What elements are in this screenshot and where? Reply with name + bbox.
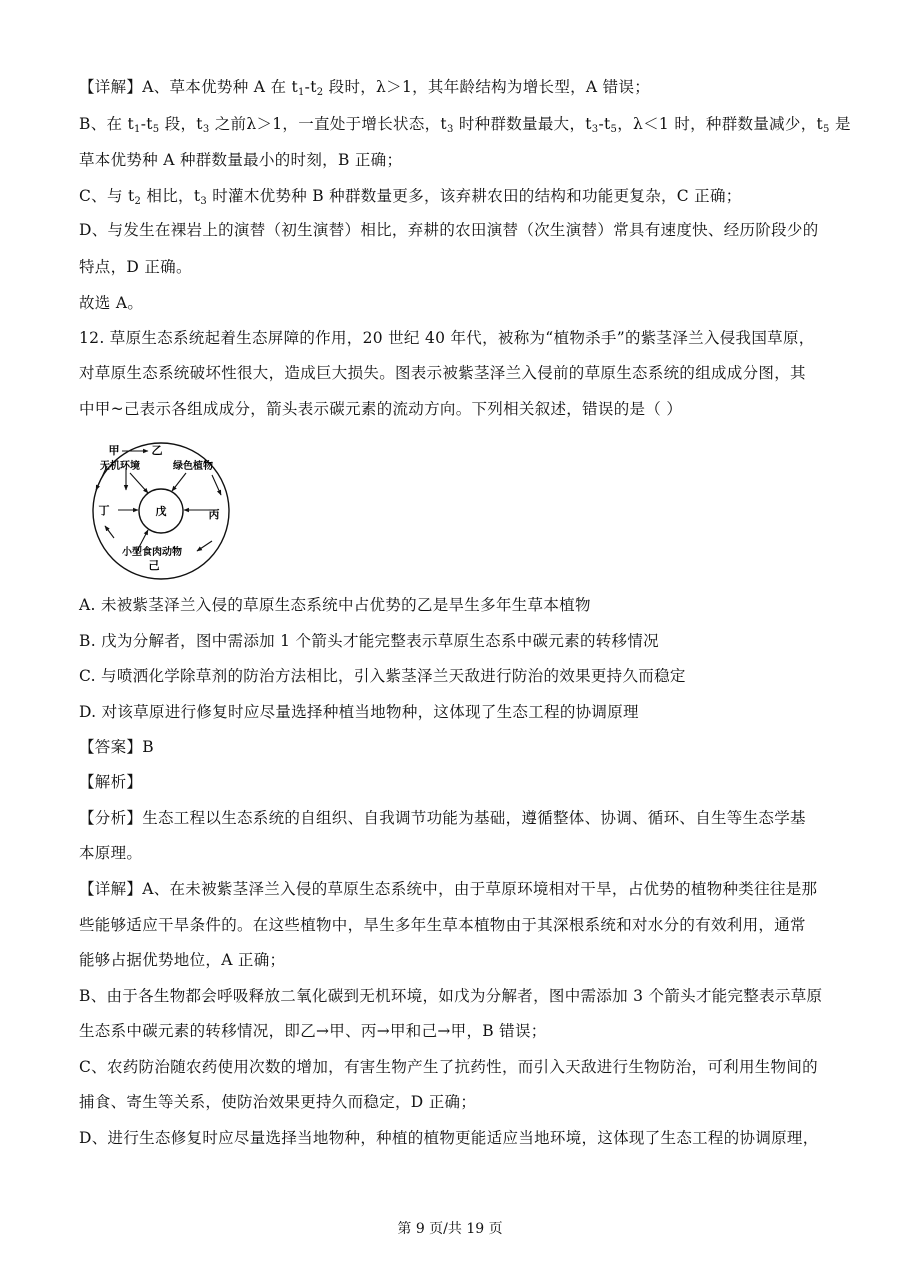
text-line: C、农药防治随农药使用次数的增加，有害生物产生了抗药性，而引入天敌进行生物防治，可利用生物间的 bbox=[79, 1058, 818, 1076]
label-xiaoxing-shirou-dongwu: 小型食肉动物 bbox=[122, 547, 182, 558]
label-yi: 乙 bbox=[151, 444, 163, 457]
text-line: 故选 A。 bbox=[79, 294, 144, 312]
text-line: C、与 $t_2$ 相比，$t_3$ 时灌木优势种 B 种群数量更多，该弃耕农田的结构和功能更复杂，C 正确； bbox=[79, 187, 742, 207]
ecosystem-diagram bbox=[86, 438, 236, 580]
text-line: 本原理。 bbox=[79, 844, 143, 862]
question-stem: 对草原生态系统破坏性很大，造成巨大损失。图表示被紫茎泽兰入侵前的草原生态系统的组成成分图，其 bbox=[79, 364, 806, 382]
text-line: 些能够适应干旱条件的。在这些植物中，旱生多年生草本植物由于其深根系统和对水分的有效利用，通常 bbox=[79, 916, 806, 934]
text-line: 【分析】生态工程以生态系统的自组织、自我调节功能为基础，遵循整体、协调、循环、自生等生态学基 bbox=[79, 809, 806, 827]
page-footer: 第 9 页/共 19 页 bbox=[397, 1221, 503, 1237]
text-line: 捕食、寄生等关系，使防治效果更持久而稳定，D 正确； bbox=[79, 1093, 477, 1111]
arrow-lvse-bing bbox=[212, 475, 221, 495]
question-stem: 中甲~己表示各组成成分，箭头表示碳元素的流动方向。下列相关叙述，错误的是（ ） bbox=[79, 400, 683, 418]
text-line: 【详解】A、在未被紫茎泽兰入侵的草原生态系统中，由于草原环境相对干旱，占优势的植物种类往往是那 bbox=[79, 880, 818, 898]
arrow-bing-xiaoxing bbox=[197, 541, 212, 551]
arrow-xiaoxing-ding bbox=[105, 526, 114, 538]
label-ding: 丁 bbox=[98, 504, 110, 517]
text-line: 草本优势种 A 种群数量最小的时刻，B 正确； bbox=[79, 151, 403, 169]
text-line: D、进行生态修复时应尽量选择当地物种，种植的植物更能适应当地环境，这体现了生态工程的协调原理， bbox=[79, 1129, 819, 1147]
text-line: D、与发生在裸岩上的演替（初生演替）相比，弃耕的农田演替（次生演替）常具有速度快、经历阶段少的 bbox=[79, 221, 819, 239]
option-d: D. 对该草原进行修复时应尽量选择种植当地物种，这体现了生态工程的协调原理 bbox=[79, 703, 639, 721]
question-stem: 12. 草原生态系统起着生态屏障的作用，20 世纪 40 年代，被称为“植物杀手”的紫茎泽兰入侵我国草原， bbox=[79, 329, 815, 347]
label-wuji-huanjing: 无机环境 bbox=[100, 461, 140, 472]
arrow-lvse-wu bbox=[172, 473, 186, 491]
label-bing: 丙 bbox=[208, 508, 220, 521]
text-line: 【详解】A、草本优势种 A 在 $t_1-t_2$ 段时，λ＞1，其年龄结构为增长型，A 错误； bbox=[79, 78, 651, 98]
text-line: 生态系中碳元素的转移情况，即乙→甲、丙→甲和己→甲，B 错误； bbox=[79, 1022, 547, 1040]
label-jia: 甲 bbox=[108, 444, 120, 457]
option-b: B. 戊为分解者，图中需添加 1 个箭头才能完整表示草原生态系中碳元素的转移情况 bbox=[79, 632, 659, 650]
answer-label: 【答案】B bbox=[79, 738, 154, 756]
label-ji: 己 bbox=[148, 559, 160, 572]
label-lvse-zhiwu: 绿色植物 bbox=[173, 461, 213, 472]
text-line: B、由于各生物都会呼吸释放二氧化碳到无机环境，如戊为分解者，图中需添加 3 个箭头才能完整表示草原 bbox=[79, 987, 823, 1005]
text-line: 能够占据优势地位，A 正确； bbox=[79, 951, 286, 969]
analysis-label: 【解析】 bbox=[79, 773, 143, 791]
option-a: A. 未被紫茎泽兰入侵的草原生态系统中占优势的乙是旱生多年生草本植物 bbox=[79, 596, 591, 614]
label-wu: 戊 bbox=[155, 505, 167, 518]
arrow-wuji-wu bbox=[130, 473, 148, 493]
text-line: 特点，D 正确。 bbox=[79, 258, 192, 276]
option-c: C. 与喷洒化学除草剂的防治方法相比，引入紫茎泽兰天敌进行防治的效果更持久而稳定 bbox=[79, 667, 686, 685]
text-line: B、在 $t_1-t_5$ 段，$t_3$ 之前λ＞1，一直处于增长状态，$t_3$ 时种群数量最大，$t_3-t_5$，λ＜1 时，种群数量减少，$t_5$ 是 bbox=[79, 115, 851, 135]
